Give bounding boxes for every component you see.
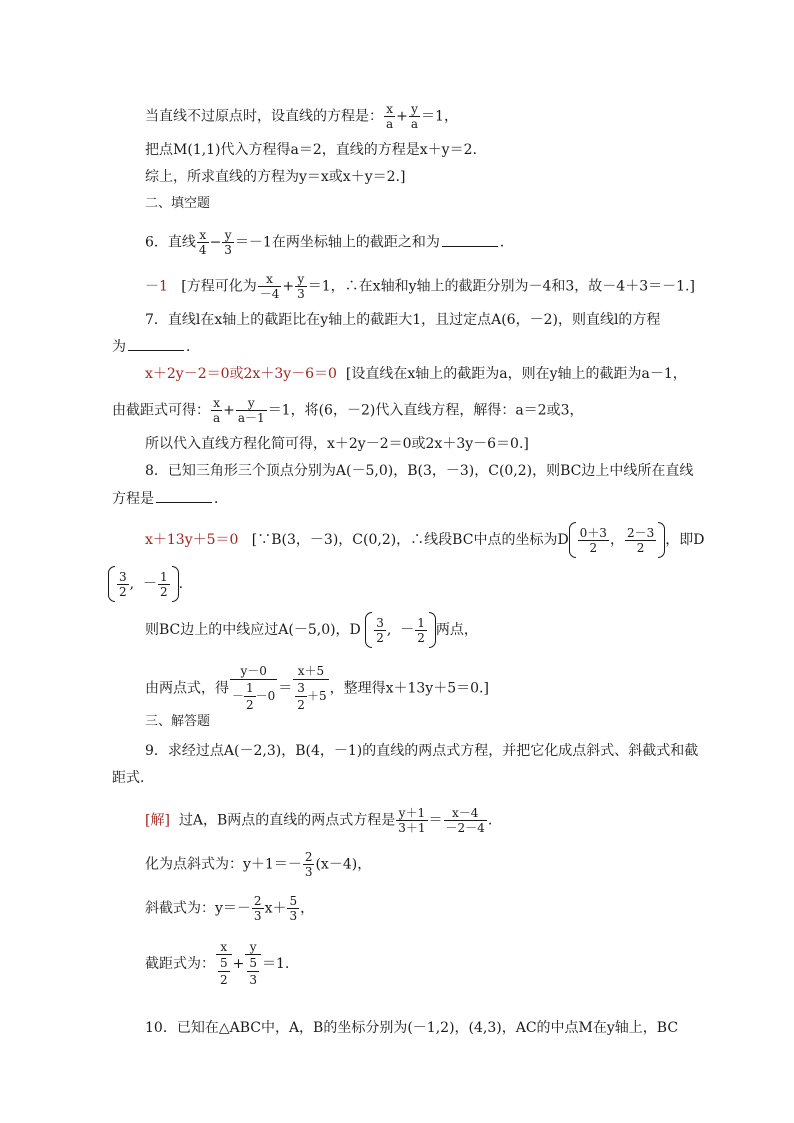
answer-blank (442, 232, 498, 247)
answer-7-line1: x＋2y－2＝0或2x＋3y－6＝0 [设直线在x轴上的截距为a，则在y轴上的截距为a－1， (145, 366, 687, 382)
text-line: 当直线不过原点时，设直线的方程是： $\frac{x}{a}$ + $\frac{y}{a}$ ＝1， (145, 102, 458, 131)
fraction: $\frac{5}{3}$ (289, 894, 298, 923)
fraction: $\frac{x}{\frac{5}{2}}$ (216, 940, 232, 988)
question-10-line1: 10．已知在△ABC中，A，B的坐标分别为(－1,2)，(4,3)，AC的中点M在y轴上，BC (145, 1020, 679, 1036)
answer-7-line2: 由截距式可得： $\frac{x}{a}$ + $\frac{y}{a-1}$ ＝1，将(6，－2)代入直线方程，解得：a＝2或3， (112, 396, 584, 425)
answer-9-line2: 化为点斜式为：y＋1＝－ $\frac{2}{3}$ (x－4)， (145, 850, 372, 879)
question-8-line1: 8．已知三角形三个顶点分别为A(－5,0)，B(3，－3)，C(0,2)，则BC边上中线所在直线 (145, 463, 694, 479)
fraction: y－0 － $\frac{1}{2}$ －0 (232, 664, 276, 712)
answer-6: －1 [方程可化为 $\frac{x}{-4}$ + $\frac{y}{3}$ ＝1，∴在x轴和y轴上的截距分别为－4和3，故－4＋3＝－1.] (145, 272, 695, 301)
fraction: $\frac{3}{2}$ (376, 615, 384, 645)
answer-blank (128, 336, 184, 351)
answer-text: x＋2y－2＝0或2x＋3y－6＝0 (145, 366, 337, 382)
fraction: $\frac{x}{4}$ (198, 228, 207, 257)
question-8-line2: 方程是 ． (112, 488, 228, 509)
fraction: $\frac{1}{2}$ (417, 615, 425, 645)
fraction: x＋5 $\frac{3}{2}$ ＋5 (293, 664, 328, 713)
fraction: $\frac{2-3}{2}$ (626, 525, 655, 555)
fraction: $\frac{2}{3}$ (253, 894, 262, 923)
fraction: $\frac{y}{a-1}$ (237, 396, 265, 425)
fraction: $\frac{x-4}{-2-4}$ (445, 806, 485, 835)
fraction: $\frac{y}{3}$ (224, 228, 232, 257)
answer-text: x＋13y＋5＝0 (145, 532, 239, 548)
answer-8-line3: 则BC边上的中线应过A(－5,0)，D $\frac{3}{2}$ , － $\frac{1}{2}$ 两点， (145, 612, 478, 648)
question-6: 6．直线 $\frac{x}{4}$ − $\frac{y}{3}$ ＝－1在两坐标轴上的截距之和为 ． (145, 228, 514, 257)
fraction: $\frac{3}{2}$ (119, 569, 127, 599)
fraction: $\frac{2}{3}$ (304, 850, 313, 879)
answer-7-line3: 所以代入直线方程化简可得，x＋2y－2＝0或2x＋3y－6＝0.] (145, 436, 529, 452)
section-heading: 二、填空题 (145, 196, 211, 211)
fraction: $\frac{5}{2}$ (220, 956, 228, 987)
solution-tag: [解] (145, 812, 170, 829)
answer-9-line3: 斜截式为：y＝－ $\frac{2}{3}$ x＋ $\frac{5}{3}$ ， (145, 894, 315, 923)
fraction: $\frac{y}{\frac{5}{3}}$ (245, 940, 261, 988)
fraction: $\frac{x}{a}$ (386, 102, 394, 131)
text-line: 综上，所求直线的方程为y＝x或x＋y＝2.] (145, 169, 406, 185)
fraction: $\frac{5}{3}$ (249, 956, 258, 987)
fraction: $\frac{x}{a}$ (213, 396, 221, 425)
answer-9-line1: [解] 过A，B两点的直线的两点式方程是 $\frac{y+1}{3+1}$ ＝ $\frac{x-4}{-2-4}$ . (145, 806, 493, 835)
answer-text: －1 (145, 278, 168, 295)
fraction: $\frac{1}{2}$ (160, 569, 168, 599)
fraction: $\frac{1}{2}$ (246, 681, 254, 712)
question-9-line1: 9．求经过点A(－2,3)，B(4，－1)的直线的两点式方程，并把它化成点斜式、斜截式和截 (145, 743, 699, 759)
question-7-line2: 为 ． (112, 336, 200, 357)
answer-8-line1: x＋13y＋5＝0 [∵B(3，－3)，C(0,2)，∴线段BC中点的坐标为D $\frac{0+3}{2}$ ， $\frac{2-3}{2}$ ，即D (145, 522, 704, 558)
fraction: $\frac{y+1}{3+1}$ (398, 806, 426, 835)
answer-8-line4: 由两点式，得 y－0 － $\frac{1}{2}$ －0 ＝ x＋5 $\frac{3}{2}$ ＋5 ，整理得x＋13y＋5＝0.] (145, 664, 489, 712)
section-heading: 三、解答题 (145, 714, 211, 729)
fraction: $\frac{0+3}{2}$ (579, 525, 607, 555)
fraction: $\frac{x}{-4}$ (259, 272, 280, 301)
question-7-line1: 7．直线l在x轴上的截距比在y轴上的截距大1，且过定点A(6，－2)，则直线l的方程 (145, 312, 661, 328)
text-line: 把点M(1,1)代入方程得a＝2，直线的方程是x＋y＝2. (145, 142, 477, 158)
fraction: $\frac{y}{a}$ (410, 102, 419, 131)
answer-9-line4: 截距式为： $\frac{x}{\frac{5}{2}}$ + $\frac{y}{\frac{5}{3}}$ ＝1. (145, 940, 290, 987)
answer-blank (156, 488, 212, 503)
question-9-line2: 距式． (112, 770, 154, 786)
fraction: $\frac{y}{3}$ (297, 272, 305, 301)
fraction: $\frac{3}{2}$ (297, 681, 305, 712)
answer-8-line2: $\frac{3}{2}$ , － $\frac{1}{2}$ . (108, 566, 183, 602)
